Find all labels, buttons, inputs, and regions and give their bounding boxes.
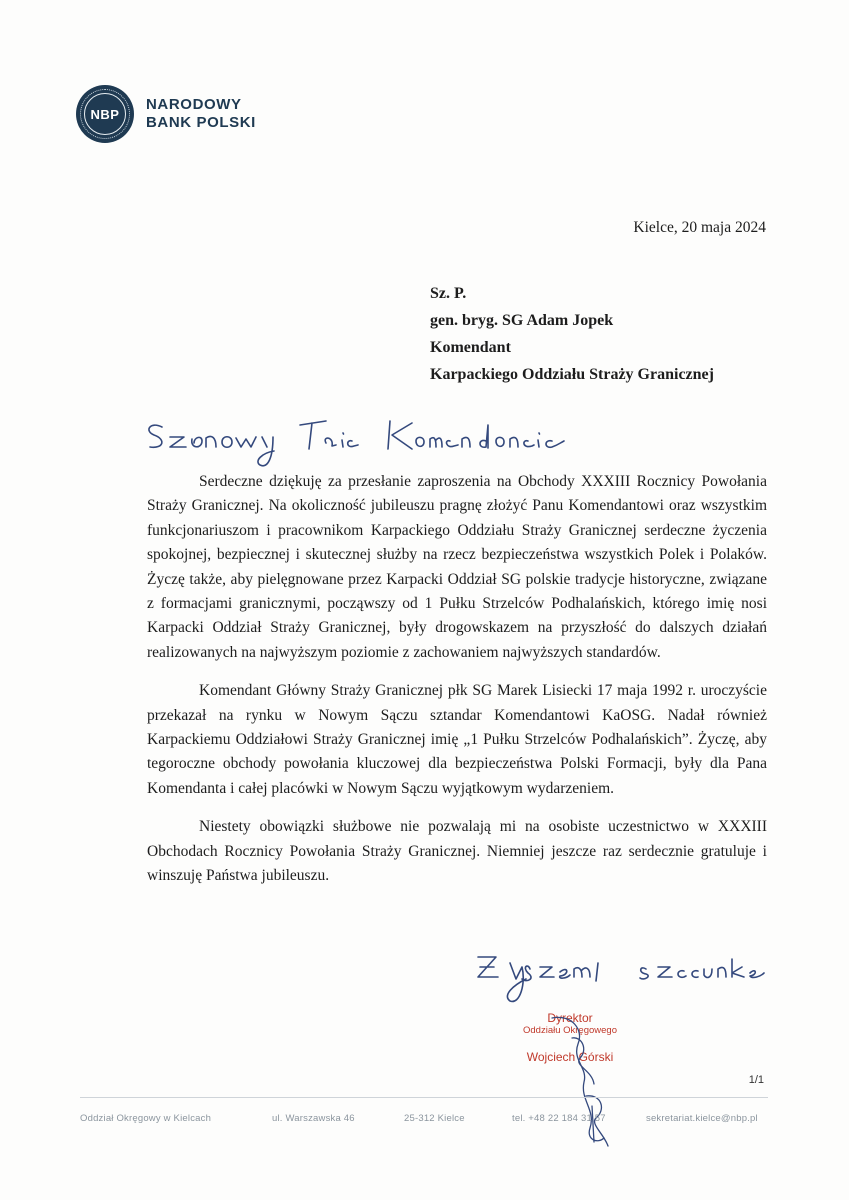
recipient-title: Komendant: [430, 339, 511, 356]
logo-text: NBP: [84, 93, 126, 135]
nbp-seal-icon: [76, 85, 134, 143]
paragraph: Komendant Główny Straży Granicznej płk SG Marek Lisiecki 17 maja 1992 r. uroczyście przekazał na rynku w Nowym Sączu sztandar Komendantowi KaOSG. Nadał również Karpackiemu Oddziałowi Straży Granicznej imię „1 Pułku Strzelców Podhalańskich”. Życzę, aby tegoroczne obchody powołania kluczowej dla bezpieczeństwa Polski Formacji, były dla Pana Komendanta i całej placówki w Nowym Sączu wyjątkowym wydarzeniem.: [147, 682, 767, 797]
paragraph: Niestety obowiązki służbowe nie pozwalają mi na osobiste uczestnictwo w XXXIII Obchodach Rocznicy Powołania Straży Granicznej. Niemniej jeszcze raz serdecznie gratuluje i winszuję Państwa jubileuszu.: [147, 818, 767, 885]
footer-divider: [80, 1097, 768, 1098]
paragraph: Serdeczne dziękuję za przesłanie zaproszenia na Obchody XXXIII Rocznicy Powołania Straży Granicznej. Na okoliczność jubileuszu pragnę złożyć Panu Komendantowi oraz wszystkim funkcjonariuszom i pracownikom Karpackiego Oddziału Straży Granicznej serdeczne życzenia spokojnej, bezpiecznej i skutecznej służby na rzecz bezpieczeństwa wszystkich Polek i Polaków. Życzę także, aby pielęgnowane przez Karpacki Oddział SG polskie tradycje historyczne, związane z formacjami granicznymi, począwszy od 1 Pułku Strzelców Podhalańskich, którego imię nosi Karpacki Oddział Straży Granicznej, były drogowskazem na przyszłość do dalszych działań realizowanych na najwyższym poziomie z zachowaniem najwyższych standardów.: [147, 473, 767, 661]
place-date: Kielce, 20 maja 2024: [633, 219, 766, 236]
bank-name-line-2: BANK POLSKI: [146, 114, 256, 131]
stamp-subtitle: Oddziału Okręgowego: [523, 1025, 617, 1036]
recipient-salutation: Sz. P.: [430, 285, 467, 302]
recipient-name: gen. bryg. SG Adam Jopek: [430, 312, 614, 329]
recipient-unit: Karpackiego Oddziału Straży Granicznej: [430, 366, 714, 383]
recipient-block: [430, 280, 714, 388]
footer-email-link[interactable]: sekretariat.kielce@nbp.pl: [646, 1113, 758, 1124]
letter-body: [147, 470, 767, 903]
footer-street: ul. Warszawska 46: [272, 1113, 355, 1124]
stamp-name: Wojciech Górski: [526, 1050, 614, 1064]
footer-phone: tel. +48 22 184 31 57: [512, 1113, 606, 1124]
handwritten-salutation: [140, 405, 580, 475]
stamp-title: Dyrektor: [547, 1011, 593, 1025]
footer-department: Oddział Okręgowy w Kielcach: [80, 1113, 212, 1124]
handwritten-signature: [512, 1010, 632, 1150]
bank-name-line-1: NARODOWY: [146, 96, 242, 113]
page-number: 1/1: [748, 1074, 764, 1086]
handwritten-closing: [470, 945, 770, 1015]
bank-name: [146, 96, 256, 132]
footer-city: 25-312 Kielce: [404, 1113, 465, 1124]
nbp-logo: [76, 85, 256, 143]
